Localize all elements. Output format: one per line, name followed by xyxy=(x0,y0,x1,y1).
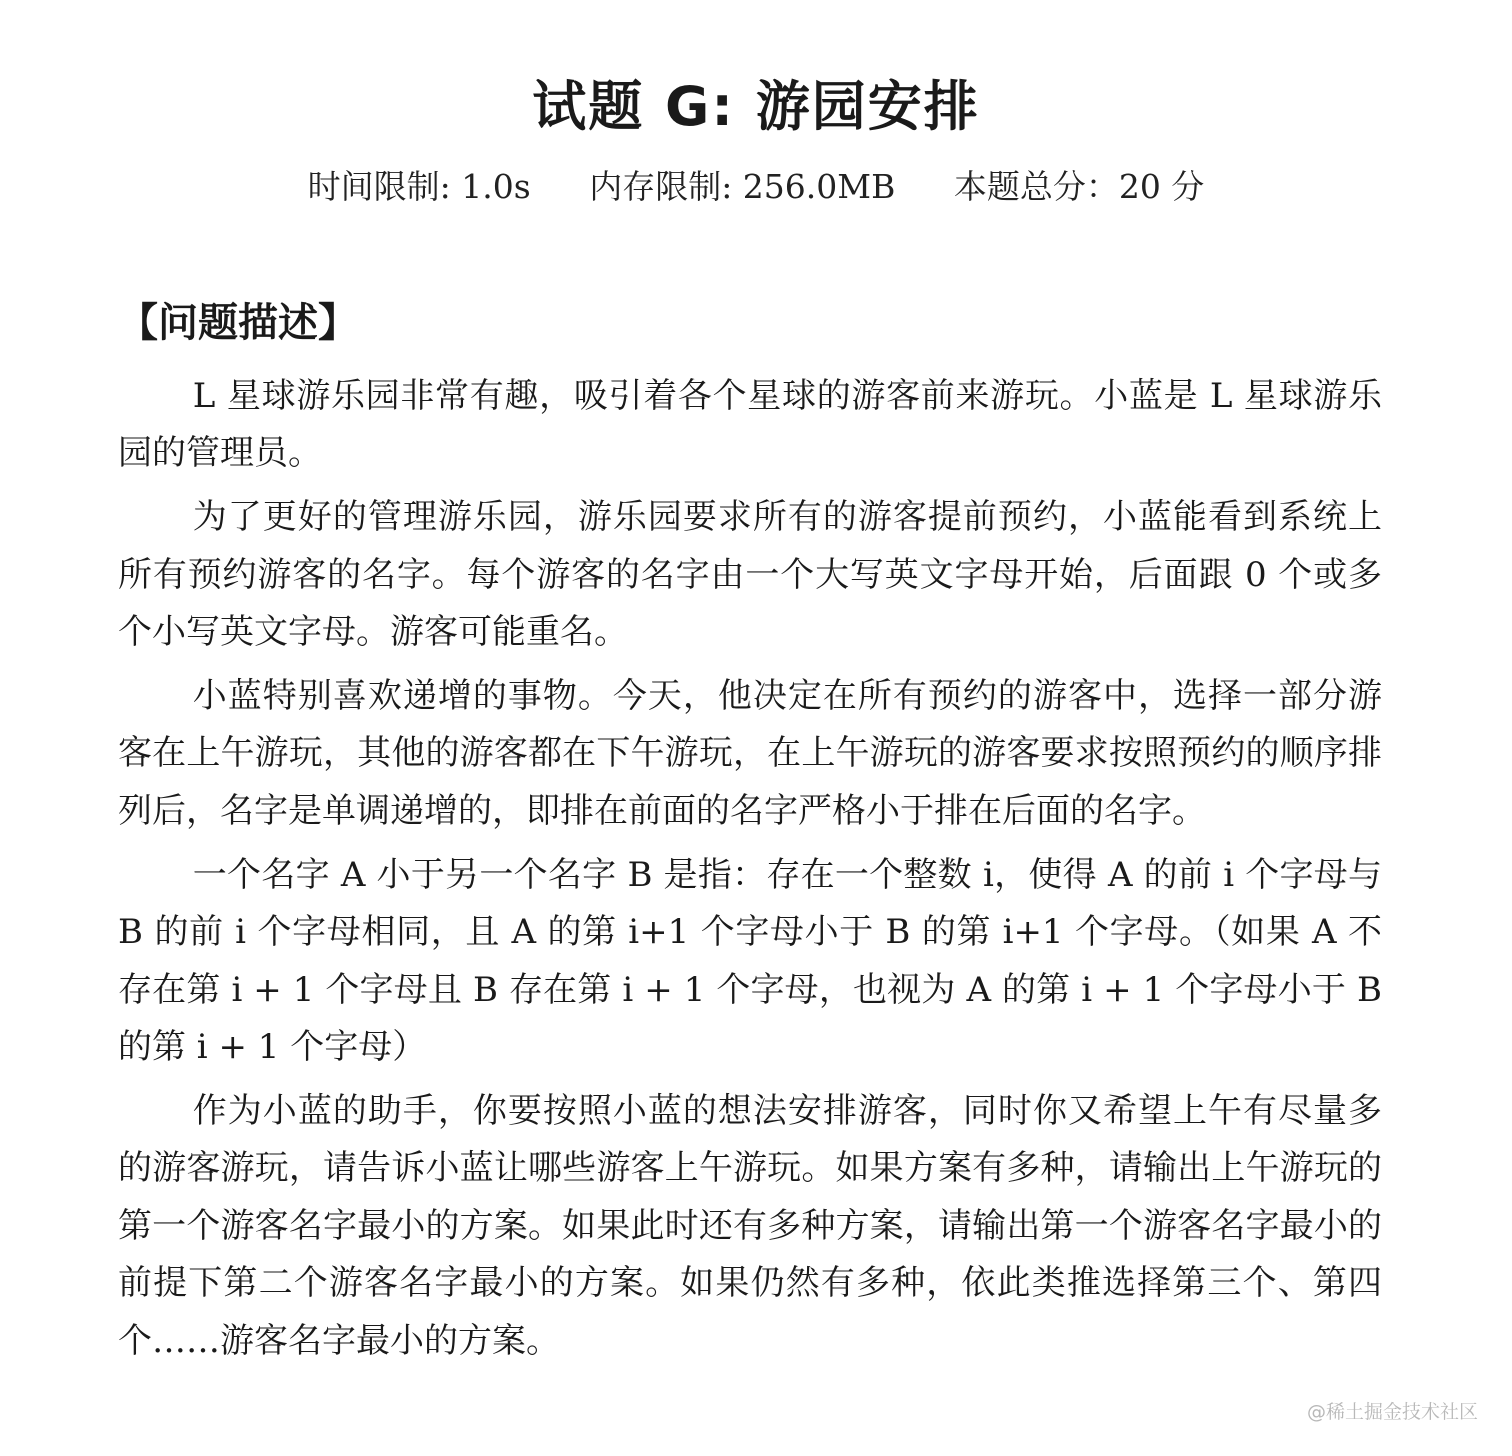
paragraph: L 星球游乐园非常有趣，吸引着各个星球的游客前来游玩。小蓝是 L 星球游乐园的管理员。 xyxy=(118,376,1382,474)
memory-limit: 内存限制: 256.0MB xyxy=(589,167,896,206)
time-limit: 时间限制: 1.0s xyxy=(307,167,531,206)
section-heading-problem-description: 【问题描述】 xyxy=(118,300,358,346)
paragraph: 小蓝特别喜欢递增的事物。今天，他决定在所有预约的游客中，选择一部分游客在上午游玩，其他的游客都在下午游玩，在上午游玩的游客要求按照预约的顺序排列后，名字是单调递增的，即排在前面的名字严格小于排在后面的名字。 xyxy=(118,676,1382,831)
paragraph: 作为小蓝的助手，你要按照小蓝的想法安排游客，同时你又希望上午有尽量多的游客游玩，请告诉小蓝让哪些游客上午游玩。如果方案有多种，请输出上午游玩的第一个游客名字最小的方案。如果此时还有多种方案，请输出第一个游客名字最小的前提下第二个游客名字最小的方案。如果仍然有多种，依此类推选择第三个、第四个……游客名字最小的方案。 xyxy=(118,1090,1382,1361)
problem-description-body xyxy=(118,368,1382,1376)
problem-title: 试题 G: 游园安排 xyxy=(532,75,980,138)
paragraph: 为了更好的管理游乐园，游乐园要求所有的游客提前预约，小蓝能看到系统上所有预约游客的名字。每个游客的名字由一个大写英文字母开始，后面跟 0 个或多个小写英文字母。游客可能重名。 xyxy=(118,497,1382,653)
paragraph: 一个名字 A 小于另一个名字 B 是指：存在一个整数 i，使得 A 的前 i 个字母与 B 的前 i 个字母相同，且 A 的第 i+1 个字母小于 B 的第 i+1 个字母。（如果 A 不存在第 i + 1 个字母且 B 存在第 i + 1 个字母，也视为 A 的第 i + 1 个字母小于 B 的第 i + 1 个字母） xyxy=(118,854,1382,1067)
total-score: 本题总分：20 分 xyxy=(953,167,1205,206)
watermark: @稀土掘金技术社区 xyxy=(1306,1401,1478,1423)
problem-limits xyxy=(0,165,1512,209)
